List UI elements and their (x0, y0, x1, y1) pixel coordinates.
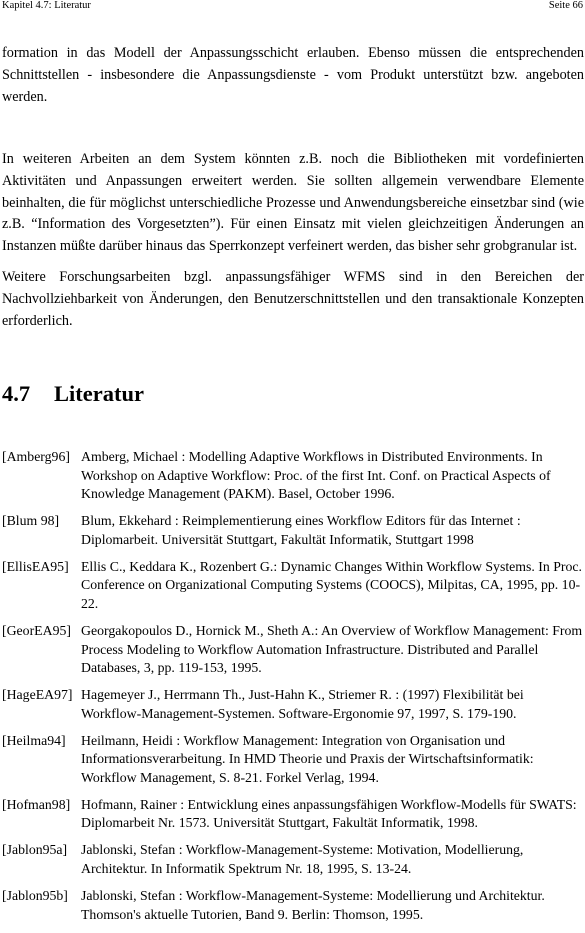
reference-entry (2, 796, 584, 833)
reference-entry (2, 512, 584, 549)
running-header-chapter: Kapitel 4.7: Literatur (2, 0, 91, 11)
reference-entry (2, 841, 584, 878)
reference-key: [Jablon95b] (2, 888, 68, 903)
body-paragraph: formation in das Modell der Anpassungsschicht erlauben. Ebenso müssen die entsprechenden Schnittstellen - insbesondere die Anpassungsdienste - vom Produkt unterstützt bzw. angeboten werden. (2, 45, 584, 105)
reference-text: Jablonski, Stefan : Workflow-Management-Systeme: Motivation, Modellierung, Architektur. In Informatik Spektrum Nr. 18, 1995, S. 13-24. (81, 842, 524, 877)
reference-list (2, 448, 584, 933)
reference-text: Georgakopoulos D., Hornick M., Sheth A.: An Overview of Workflow Management: From Process Modeling to Workflow Automation Infrastructure. Distributed and Parallel Databases, 3, pp. 119-153, 1995. (81, 622, 583, 676)
reference-text: Heilmann, Heidi : Workflow Management: Integration von Organisation und Informationsverarbeitung. In HMD Theorie und Praxis der Wirtschaftsinformatik: Workflow Management, S. 8-21. Forkel Verlag, 1994. (81, 732, 534, 785)
reference-text: Ellis C., Keddara K., Rozenbert G.: Dynamic Changes Within Workflow Systems. In Proc. Conference on Organizational Computing Systems (COOCS), Milpitas, CA, 1995, pp. 10-22. (81, 558, 582, 611)
reference-text: Blum, Ekkehard : Reimplementierung eines Workflow Editors für das Internet : Diplomarbeit. Universität Stuttgart, Fakultät Informatik, Stuttgart 1998 (81, 513, 521, 547)
reference-key: [Blum 98] (2, 513, 60, 529)
reference-key: [Hofman98] (2, 796, 71, 812)
reference-key: [GeorEA95] (2, 622, 71, 638)
section-title: Literatur (54, 381, 144, 406)
reference-text: Hagemeyer J., Herrmann Th., Just-Hahn K., Striemer R. : (1997) Flexibilität bei Workflow-Management-Systemen. Software-Ergonomie 97, 1997, S. 179-190. (81, 687, 524, 721)
reference-key: [EllisEA95] (2, 558, 69, 574)
reference-entry (2, 686, 584, 723)
body-paragraph: In weiteren Arbeiten an dem System könnten z.B. noch die Bibliotheken mit vordefinierten Aktivitäten und Anpassungen erweitert werden. Sie sollten allgemein verwendbare Elemente beinhalten, die für möglichst unterschiedliche Prozesse und Anwendungsbereiche einsetzbar sind (wie z.B. “Information des Vorgesetzten”). Für einen Einsatz mit vielen gleichzeitigen Änderungen an Instanzen müßte darüber hinaus das Sperrkonzept verfeinert werden, das bisher sehr grobgranular ist. (2, 151, 584, 255)
page-number: Seite 66 (548, 0, 583, 11)
section-number: 4.7 (2, 381, 31, 406)
reference-entry (2, 887, 584, 924)
reference-entry (2, 732, 584, 788)
reference-entry (2, 448, 584, 504)
reference-text: Amberg, Michael : Modelling Adaptive Workflows in Distributed Environments. In Workshop on Adaptive Workflow: Proc. of the first Int. Conf. on Practical Aspects of Knowledge Management (PAKM). Basel, October 1996. (81, 449, 551, 502)
reference-entry (2, 558, 584, 614)
section-heading (2, 379, 144, 409)
body-paragraph: Weitere Forschungsarbeiten bzgl. anpassungsfähiger WFMS sind in den Bereichen der Nachvollziehbarkeit von Änderungen, den Benutzerschnittstellen und den transaktionale Konzepten erforderlich. (2, 269, 584, 329)
reference-key: [Amberg96] (2, 449, 70, 464)
reference-text: Jablonski, Stefan : Workflow-Management-Systeme: Modellierung und Architektur. Thomson's aktuelle Tutorien, Band 9. Berlin: Thomson, 1995. (81, 888, 545, 922)
reference-text: Hofmann, Rainer : Entwicklung eines anpassungsfähigen Workflow-Modells für SWATS: Diplomarbeit Nr. 1573. Universität Stuttgart, Fakultät Informatik, 1998. (81, 796, 577, 831)
reference-key: [HageEA97] (2, 687, 73, 703)
reference-entry (2, 622, 584, 678)
page-header (0, 0, 585, 14)
reference-key: [Jablon95a] (2, 842, 68, 858)
reference-key: [Heilma94] (2, 732, 66, 748)
